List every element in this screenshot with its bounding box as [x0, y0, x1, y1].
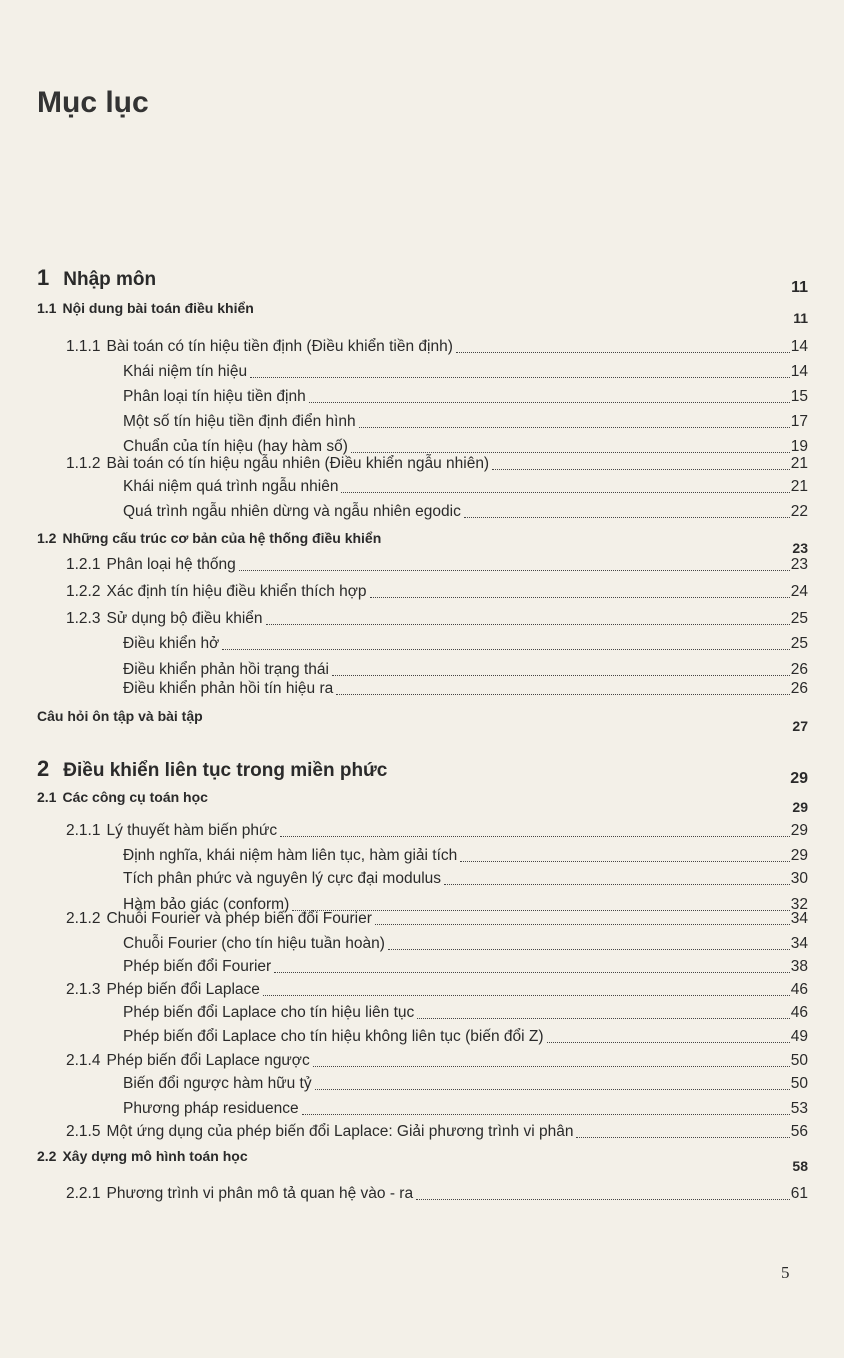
toc-entry-page: 29: [790, 822, 808, 839]
toc-entry-label: [37, 300, 254, 316]
toc-entry-number: 2.1.3: [66, 981, 101, 998]
dot-leader: [222, 649, 790, 650]
toc-entry-label: [66, 910, 372, 928]
toc-entry: [0, 265, 844, 296]
toc-entry-label: [123, 680, 333, 698]
toc-entry-label: [37, 1148, 248, 1164]
dot-leader: [375, 924, 790, 925]
toc-entry-label: [66, 1185, 413, 1203]
toc-entry: [0, 789, 844, 815]
toc-entry-label: [123, 935, 385, 953]
toc-entry-label: [123, 438, 348, 456]
dot-leader: [280, 836, 790, 837]
toc-entry: [0, 1028, 844, 1048]
toc-entry: [0, 1075, 844, 1095]
toc-entry-page: 50: [790, 1052, 808, 1069]
toc-entry-label: [123, 1075, 312, 1093]
toc-entry-text: Phương pháp residuence: [123, 1100, 299, 1117]
toc-entry-text: Phân loại hệ thống: [106, 556, 236, 573]
toc-entry-label: [123, 388, 306, 406]
toc-entry-page: 21: [790, 478, 808, 495]
toc-entry-page: 32: [790, 896, 808, 913]
toc-entry-page: 15: [790, 388, 808, 405]
toc-entry-page: 58: [792, 1158, 808, 1174]
toc-entry-number: 1.1: [37, 300, 57, 316]
toc-entry-label: [66, 583, 367, 601]
toc-entry-label: [37, 789, 208, 805]
dot-leader: [417, 1018, 790, 1019]
toc-entry-label: [123, 870, 441, 888]
toc-entry: [0, 503, 844, 523]
toc-entry: [0, 413, 844, 433]
toc-entry-text: Xây dựng mô hình toán học: [62, 1148, 248, 1164]
toc-entry-page: 50: [790, 1075, 808, 1092]
dot-leader: [315, 1089, 790, 1090]
toc-entry-label: [66, 338, 453, 356]
toc-entry: [0, 338, 844, 358]
dot-leader: [444, 884, 790, 885]
toc-entry-text: Nội dung bài toán điều khiển: [62, 300, 254, 316]
toc-entry-text: Chuẩn của tín hiệu (hay hàm số): [123, 438, 348, 455]
toc-entry: [0, 610, 844, 630]
toc-entry-text: Phép biến đổi Laplace ngược: [106, 1052, 310, 1069]
toc-entry-text: Chuỗi Fourier và phép biến đổi Fourier: [106, 910, 372, 927]
dot-leader: [370, 597, 790, 598]
toc-entry-number: 2.1.5: [66, 1123, 101, 1140]
toc-entry-label: [123, 478, 338, 496]
dot-leader: [302, 1114, 790, 1115]
toc-entry-text: Quá trình ngẫu nhiên dừng và ngẫu nhiên egodic: [123, 503, 461, 520]
toc-entry-page: 26: [790, 680, 808, 697]
toc-entry-page: 22: [790, 503, 808, 520]
toc-entry-text: Điều khiển hở: [123, 635, 220, 652]
toc-entry-label: [37, 265, 156, 291]
toc-entry-label: [66, 556, 236, 574]
toc-entry-label: [123, 503, 461, 521]
toc-entry-text: Phân loại tín hiệu tiền định: [123, 388, 306, 405]
toc-entry: [0, 1100, 844, 1120]
dot-leader: [359, 427, 790, 428]
dot-leader: [388, 949, 790, 950]
toc-entry-text: Những cấu trúc cơ bản của hệ thống điều khiển: [62, 530, 382, 546]
toc-entry: [0, 1148, 844, 1174]
toc-entry-text: Bài toán có tín hiệu tiền định (Điều khiển tiền định): [106, 338, 453, 355]
toc-entry-page: 29: [790, 770, 808, 787]
dot-leader: [456, 352, 790, 353]
toc-entry-text: Hàm bảo giác (conform): [123, 896, 290, 913]
toc-entry-page: 38: [790, 958, 808, 975]
toc-entry-number: 1: [37, 265, 50, 290]
toc-entry: [0, 756, 844, 787]
dot-leader: [351, 452, 790, 453]
toc-entry-text: Một số tín hiệu tiền định điển hình: [123, 413, 356, 430]
toc-entry-page: 29: [792, 799, 808, 815]
dot-leader: [263, 995, 790, 996]
toc-entry: [0, 556, 844, 576]
toc-entry-number: 2.2: [37, 1148, 57, 1164]
toc-entry: [0, 363, 844, 383]
toc-entry-number: 1.1.2: [66, 455, 101, 472]
toc-entry-label: [123, 363, 247, 381]
toc-entry-page: 21: [790, 455, 808, 472]
toc-entry-number: 2.1: [37, 789, 57, 805]
toc-entry: [0, 935, 844, 955]
dot-leader: [464, 517, 790, 518]
dot-leader: [341, 492, 790, 493]
toc-entry: [0, 708, 844, 734]
toc-entry-page: 56: [790, 1123, 808, 1140]
toc-entry-text: Biến đổi ngược hàm hữu tỷ: [123, 1075, 312, 1092]
toc-entry-label: [66, 1123, 573, 1141]
toc-entry-label: [66, 1052, 310, 1070]
dot-leader: [239, 570, 790, 571]
toc-entry-number: 1.1.1: [66, 338, 101, 355]
toc-entry-text: Lý thuyết hàm biến phức: [106, 822, 278, 839]
toc-entry-label: [123, 1004, 414, 1022]
toc-entry-page: 34: [790, 910, 808, 927]
toc-entry-number: 2: [37, 756, 50, 781]
toc-entry-label: [123, 1100, 299, 1118]
toc-entry: [0, 635, 844, 655]
toc-entry-page: 25: [790, 635, 808, 652]
toc-entry: [0, 680, 844, 700]
toc-entry-page: 53: [790, 1100, 808, 1117]
toc-entry: [0, 1123, 844, 1143]
toc-entry-label: [37, 530, 381, 546]
toc-entry-number: 2.2.1: [66, 1185, 101, 1202]
toc-entry-text: Khái niệm tín hiệu: [123, 363, 248, 380]
toc-entry-label: [123, 847, 457, 865]
toc-entry: [0, 1185, 844, 1205]
dot-leader: [266, 624, 790, 625]
toc-entry: [0, 388, 844, 408]
dot-leader: [492, 469, 790, 470]
toc-entry-page: 46: [790, 981, 808, 998]
toc-entry: [0, 1004, 844, 1024]
toc-entry: [0, 847, 844, 867]
toc-entry-page: 11: [793, 310, 808, 326]
toc-entry-page: 11: [791, 279, 808, 296]
toc-entry-number: 2.1.4: [66, 1052, 101, 1069]
toc-entry-number: 2.1.2: [66, 910, 101, 927]
toc-entry-text: Điều khiển phản hồi trạng thái: [123, 661, 329, 678]
toc-entry-text: Chuỗi Fourier (cho tín hiệu tuần hoàn): [123, 935, 385, 952]
dot-leader: [547, 1042, 790, 1043]
toc-entry: [0, 1052, 844, 1072]
dot-leader: [416, 1199, 790, 1200]
dot-leader: [332, 675, 790, 676]
toc-entry: [0, 300, 844, 326]
toc-entry-page: 17: [790, 413, 808, 430]
toc-entry-page: 14: [790, 363, 808, 380]
toc-entry: [0, 530, 844, 556]
toc-entry: [0, 910, 844, 930]
toc-entry-page: 14: [790, 338, 808, 355]
toc-entry-text: Các công cụ toán học: [62, 789, 208, 805]
toc-entry-text: Điều khiển liên tục trong miền phức: [63, 760, 388, 781]
toc-entry-text: Phương trình vi phân mô tả quan hệ vào - ra: [106, 1185, 414, 1202]
toc-entry-page: 29: [790, 847, 808, 864]
toc-entry-page: 24: [790, 583, 808, 600]
toc-entry-page: 49: [790, 1028, 808, 1045]
toc-entry-number: 1.2: [37, 530, 57, 546]
toc-entry-text: Tích phân phức và nguyên lý cực đại modulus: [123, 870, 442, 887]
toc-entry-number: 1.2.3: [66, 610, 101, 627]
toc-entry-label: [123, 635, 219, 653]
toc-entry-page: 34: [790, 935, 808, 952]
toc-entry-text: Phép biến đổi Laplace cho tín hiệu không liên tục (biến đổi Z): [123, 1028, 544, 1045]
toc-entry-page: 23: [790, 556, 808, 573]
toc-entry-label: [123, 661, 329, 679]
toc-entry: [0, 661, 844, 681]
page-number: 5: [781, 1263, 790, 1282]
toc-entry-text: Nhập môn: [63, 269, 157, 290]
dot-leader: [274, 972, 790, 973]
dot-leader: [576, 1137, 790, 1138]
toc-entry-page: 61: [790, 1185, 808, 1202]
toc-entry-text: Phép biến đổi Laplace cho tín hiệu liên tục: [123, 1004, 415, 1021]
dot-leader: [336, 694, 790, 695]
toc-entry-page: 19: [790, 438, 808, 455]
toc-entry-text: Phép biến đổi Fourier: [123, 958, 272, 975]
toc-entry-text: Định nghĩa, khái niệm hàm liên tục, hàm giải tích: [123, 847, 458, 864]
toc-title: Mục lục: [37, 86, 149, 119]
toc-entry-text: Một ứng dụng của phép biến đổi Laplace: Giải phương trình vi phân: [106, 1123, 574, 1140]
toc-entry-label: [66, 981, 260, 999]
toc-entry-text: Bài toán có tín hiệu ngẫu nhiên (Điều khiển ngẫu nhiên): [106, 455, 490, 472]
toc-entry-label: [37, 708, 203, 724]
toc-entry-text: Sử dụng bộ điều khiển: [106, 610, 263, 627]
toc-entry-text: Câu hỏi ôn tập và bài tập: [37, 708, 203, 724]
toc-entry-page: 23: [792, 540, 808, 556]
toc-entry: [0, 870, 844, 890]
toc-entry-text: Khái niệm quá trình ngẫu nhiên: [123, 478, 339, 495]
toc-entry-text: Phép biến đổi Laplace: [106, 981, 260, 998]
toc-entry-number: 2.1.1: [66, 822, 101, 839]
dot-leader: [309, 402, 790, 403]
toc-entry-page: 26: [790, 661, 808, 678]
toc-entry-label: [123, 958, 271, 976]
toc-entry-label: [37, 756, 387, 782]
toc-entry-number: 1.2.1: [66, 556, 101, 573]
toc-entry: [0, 455, 844, 475]
toc-entry-number: 1.2.2: [66, 583, 101, 600]
dot-leader: [250, 377, 790, 378]
toc-entry: [0, 583, 844, 603]
dot-leader: [313, 1066, 790, 1067]
toc-entry-page: 25: [790, 610, 808, 627]
toc-entry: [0, 958, 844, 978]
toc-entry-label: [66, 455, 489, 473]
toc-entry-page: 30: [790, 870, 808, 887]
dot-leader: [460, 861, 790, 862]
toc-entry-page: 27: [792, 718, 808, 734]
toc-entry-label: [123, 1028, 544, 1046]
toc-entry-label: [66, 822, 277, 840]
toc-entry: [0, 478, 844, 498]
toc-entry-page: 46: [790, 1004, 808, 1021]
toc-entry-text: Điều khiển phản hồi tín hiệu ra: [123, 680, 334, 697]
toc-entry: [0, 981, 844, 1001]
toc-entry-label: [66, 610, 263, 628]
toc-entry-label: [123, 413, 356, 431]
toc-entry-text: Xác định tín hiệu điều khiển thích hợp: [106, 583, 367, 600]
toc-entry: [0, 822, 844, 842]
